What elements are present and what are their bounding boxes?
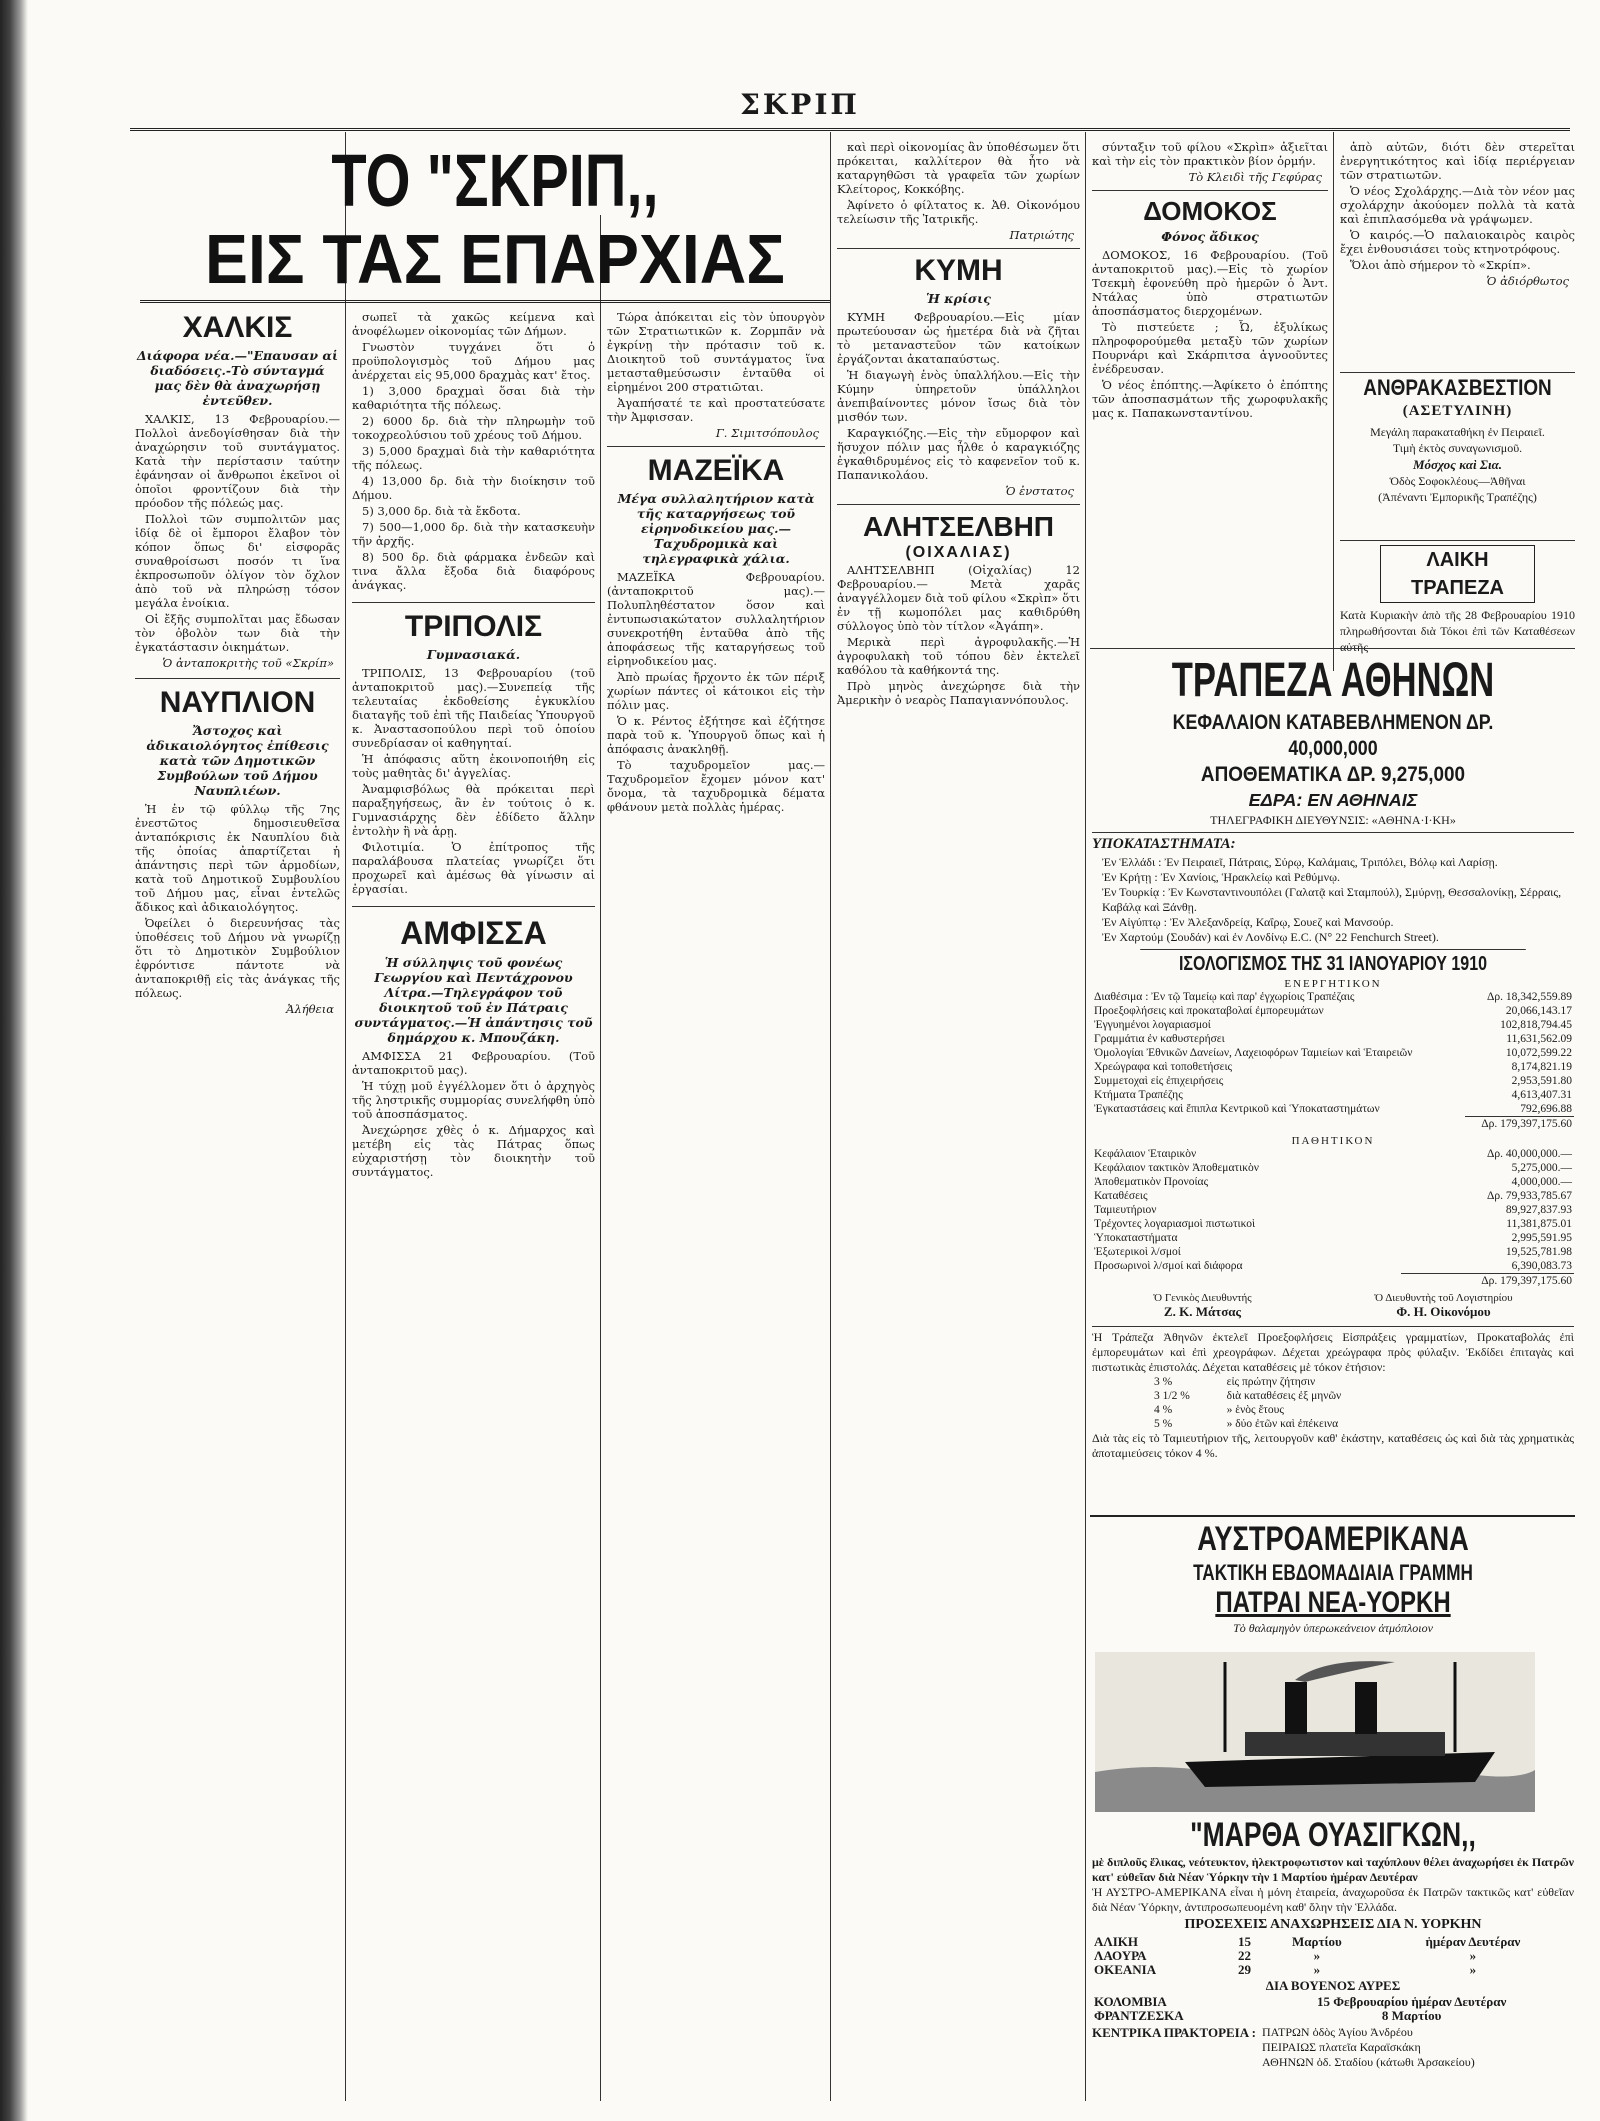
table-row [1092,1018,1574,1032]
rate-pct: 3 % [1154,1376,1173,1388]
austro-subtitle: ΤΑΚΤΙΚΗ ΕΒΔΟΜΑΔΙΑΙΑ ΓΡΑΜΜΗ [1193,1560,1473,1585]
ad-rule [1090,1515,1575,1517]
bank-telegraph: ΤΗΛΕΓΡΑΦΙΚΗ ΔΙΕΥΘΥΝΣΙΣ: «ΑΘΗΝΑ·Ι·ΚΗ» [1210,813,1456,827]
liability-amount: 6,390,083.73 [1511,1260,1572,1272]
column-rule [1085,132,1086,2101]
paragraph: Ἀναμφισβόλως θὰ πρόκειται περὶ παραξηγήσεως, ἂν ἐν τούτοις ὁ κ. Γυμνασιάρχης δὲν ἐδίδετο ἄλλην ἐντολὴν ἢ νὰ ἀρῃ. [352,782,595,838]
section-title-domokos: ΔΟΜΟΚΟΣ [1092,190,1328,227]
paragraph: Πολλοὶ τῶν συμπολιτῶν μας ἰδίᾳ δὲ οἱ ἔμποροι ἔλαβον τὸν κόπον ὅπως δι' εἰσφορᾶς συναθροίσωσι ποσόν τι ἵνα ἐκπροσωποῦν ὀλίγον τὸν ὄχλον ἀπὸ τοῦ νὰ πληρώσῃ τόσον μεγάλα ἐνοίκια. [135,512,340,610]
table-row [1092,1032,1574,1046]
section-title-amfissa: ΑΜΦΙΣΣΑ [352,906,595,953]
rate-term: εἰς πρώτην ζήτησιν [1226,1376,1316,1388]
paragraph: καὶ περὶ οἰκονομίας ἂν ὑποθέσωμεν ὅτι πρόκειται, καλλίτερον θὰ ἦτο νὰ καταργηθῶσι τὰ γραφεῖα τῶν χωρίων Κλείτορος, Κοκκόβης. [837,140,1080,196]
column-2 [352,310,595,2100]
paragraph: Ἀφίνετο ὁ φίλτατος κ. Ἀθ. Οἰκονόμου τελείωσιν τῆς Ἰατρικῆς. [837,198,1080,226]
liability-amount: 19,525,781.98 [1505,1246,1572,1258]
column-4 [837,140,1080,2100]
austro-agencies [1092,2025,1574,2070]
table-row [1092,1046,1574,1060]
asset-amount: 11,631,562.09 [1506,1033,1572,1045]
table-row [1092,1060,1574,1074]
table-row [1092,1995,1574,2009]
ad-trapeza-athinon [1092,652,1574,1512]
column-1 [135,310,340,2100]
agency: ΑΘΗΝΩΝ ὁδ. Σταδίου (κάτωθι Ἀρσακείου) [1262,2055,1475,2069]
balance-title: ΙΣΟΛΟΓΙΣΜΟΣ ΤΗΣ 31 ΙΑΝΟΥΑΡΙΟΥ 1910 [1140,949,1526,978]
bank-signatures [1092,1292,1574,1320]
paragraph: Οἱ ἔξῆς συμπολῖται μας ἔδωσαν τὸν ὀβολὸν των διὰ τὴν ἐγκατάστασιν ὀικημάτων. [135,612,340,654]
table-row [1152,1403,1441,1417]
main-title [140,140,850,296]
section-subtitle: Γυμνασιακά. [426,647,521,662]
asset-label: Προεξοφλήσεις καὶ προκαταβολαί ἐμπορευμάτων [1094,1005,1324,1017]
section-title-nafplion: ΝΑΥΠΛΙΟΝ [135,678,340,721]
austro-route: ΠΑΤΡΑΙ ΝΕΑ-ΥΟΡΚΗ [1215,1586,1451,1619]
paragraph: Μερικὰ περὶ ἀγροφυλακῆς.—Ἡ ἀγροφυλακὴ τοῦ τόπου δὲν ἐκτελεῖ καθόλου τὰ καθήκοντά της. [837,635,1080,677]
section-subtitle: Φόνος ἄδικος [1161,229,1259,244]
asset-amount: 792,696.88 [1520,1103,1572,1115]
table-row [1092,1949,1574,1963]
bank-seat: ΕΔΡΑ: ΕΝ ΑΘΗΝΑΙΣ [1248,790,1418,810]
section-subtitle: Ἡ σύλληψις τοῦ φονέως Γεωργίου καὶ Πεντάχρονου Λίτρα.—Τηλεγράφον τοῦ διοικητοῦ τοῦ ἐν Πάτραις συντάγματος.—Ἡ ἀπάντησις τοῦ δημάρχου κ. Μπουζάκη. [354,955,593,1045]
paragraph: Ἀγαπήσατέ τε καὶ προστατεύσατε τὴν Ἀμφισσαν. [607,396,825,424]
liability-label: Κεφάλαιον Ἑταιρικὸν [1094,1148,1197,1160]
bank-footer: Διὰ τὰς εἰς τὸ Ταμιευτήριον τῆς, λειτουργοῦν καθ' ἑκάστην, καταθέσεις ὡς καὶ διὰ τὰς χρηματικὰς ἀποταμιεύσεις τόκον 4 %. [1092,1431,1574,1460]
departure-day: 22 [1238,1948,1252,1963]
rates-table [1152,1375,1441,1431]
asset-label: Ἐγγυημένοι λογαριασμοί [1094,1019,1211,1031]
table-row [1092,1231,1574,1245]
section-title-alitsezvapi: ΑΛΗΤΣΕΛΒΗΠ [837,504,1080,543]
ad-line: (Ἀπέναντι Ἐμπορικῆς Τραπέζης) [1378,490,1537,504]
paragraph: 5) 3,000 δρ. διὰ τὰ ἔκδοτα. [362,504,521,518]
table-row [1152,1417,1441,1431]
bank-branch: Ἐν Ἑλλάδι : Ἐν Πειραιεῖ, Πάτραις, Σύρῳ, Καλάμαις, Τριπόλει, Βόλῳ καὶ Λαρίσῃ. [1102,855,1498,869]
paragraph: 8) 500 δρ. διὰ φάρμακα ἐνδεῶν καὶ τινα ἄλλα ἔξοδα διὰ διαφόρους ἀνάγκας. [352,550,595,592]
buenos-date: 8 Μαρτίου [1381,2008,1442,2023]
paragraph: ΧΑΛΚΙΣ, 13 Φεβρουαρίου.—Πολλοὶ ἀνεδογίσθησαν διὰ τὴν ἀναχώρησιν τοῦ συντάγματος. Κατὰ τὴν περίστασιν ταύτην ἐφάνησαν οἱ ἄνθρωποι ἐκεῖνοι οἱ ὁποῖοι φροντίζουν διὰ τὴν πρόοδον τῆς πόλεώς μας. [135,412,340,510]
liability-amount: 89,927,837.93 [1505,1204,1572,1216]
signature: Ὁ ἀδιόρθωτος [1486,274,1569,288]
table-row [1092,1217,1574,1231]
bank-branch: Ἐν Τουρκίᾳ : Ἐν Κωνσταντινουπόλει (Γαλατᾷ καὶ Σταμπούλ), Σμύρνῃ, Θεσσαλονίκῃ, Σέρραις, Καβάλᾳ καὶ Ξάνθῃ. [1102,885,1562,914]
departure-weekday: ἡμέραν Δευτέραν [1425,1934,1521,1949]
director-block [1153,1292,1251,1320]
departure-day: 29 [1238,1962,1252,1977]
departure-month: Μαρτίου [1291,1934,1342,1949]
bank-branch: Ἐν Αἰγύπτῳ : Ἐν Ἀλεξανδρείᾳ, Καΐρῳ, Σουεζ καὶ Μανσούρ. [1102,915,1394,929]
asset-label: Χρεώγραφα καὶ τοποθετήσεις [1094,1061,1233,1073]
austro-desc: μὲ διπλοῦς ἕλικας, νεότευκτον, ἠλεκτροφωτιστον καὶ ταχύπλουν θέλει ἀναχωρήσει ἐκ Πατρῶν κατ' εὐθεῖαν διὰ Νέαν Ὑόρκην τὴν 1 Μαρτίου ἡμέραν Δευτέραν [1092,1855,1574,1884]
ship-deck [1245,1732,1445,1756]
paragraph: Ἡ ἐν τῷ φύλλῳ τῆς 7ης ἐνεστῶτος δημοσιευθεῖσα ἀνταπόκρισις ἐκ Ναυπλίου διὰ τῆς ὁποίας ἀπαρτίζεται ἡ ἀπάντησις περὶ τῶν ἀρμοδίων, κατὰ τοῦ Δημοτικοῦ Συμβουλίου τοῦ Δήμου μας, εἶναι ἐντελῶς ἄδικος καὶ ἀδικαιολόγητος. [135,802,340,914]
header-rule [130,128,1570,131]
rate-pct: 5 % [1154,1418,1173,1430]
bank-branch: Ἐν Κρήτῃ : Ἐν Χανίοις, Ἡρακλείῳ καὶ Ρεθύμνῳ. [1102,870,1340,884]
buenos-date: 15 Φεβρουαρίου ἡμέραν Δευτέραν [1317,1994,1507,2009]
table-row [1092,1274,1574,1289]
liability-amount: 2,995,591.95 [1511,1232,1572,1244]
table-row [1092,1203,1574,1217]
paragraph: Τὸ ταχυδρομεῖον μας.—Ταχυδρομεῖον ἔχομεν μόνον κατ' ὄνομα, τὰ ταχυδρομικὰ δέματα φθάνουν μετὰ πολλὰς ἡμέρας. [607,758,825,814]
ship-funnel [1285,1682,1307,1734]
asset-amount: 102,818,794.45 [1500,1019,1572,1031]
paragraph: ΚΥΜΗ Φεβρουαρίου.—Εἰς μίαν πρωτεύουσαν ὡς ἡμετέρα διὰ νὰ ζῆται τὸ μεταναστεῦον τῶν κατοίκων ἐργάζονται ἀκαταπαύστως. [837,310,1080,366]
buenos-table [1092,1995,1574,2023]
paragraph: σύνταξιν τοῦ φίλου «Σκρὶπ» ἀξιεῖται καὶ τὴν εἰς τὸν πρακτικὸν βίον ὁρμήν. [1092,140,1328,168]
column-6-top [1340,140,1575,365]
departure-weekday: » [1469,1962,1477,1977]
asset-amount: 8,174,821.19 [1511,1061,1572,1073]
section-title-mazeika: ΜΑΖΕΪΚΑ [607,446,825,489]
departure-month: » [1313,1962,1321,1977]
agency: ΠΑΤΡΩΝ ὁδὸς Ἁγίου Ἀνδρέου [1262,2025,1413,2039]
signature: Πατριώτης [1009,228,1074,242]
austro-tag: Τὸ θαλαμηγὸν ὑπερωκεάνειον ἀτμόπλοιον [1233,1621,1433,1635]
accountant-name: Φ. Η. Οἰκονόμου [1396,1304,1491,1319]
section-subtitle: Ἄστοχος καὶ ἀδικαιολόγητος ἐπίθεσις κατὰ τῶν Δημοτικῶν Συμβούλων τοῦ Δήμου Ναυπλιέων. [146,723,329,798]
departure-ship: ΑΛΙΚΗ [1094,1934,1138,1949]
ad-austro-body [1092,1815,1574,2105]
paragraph: ἀπὸ αὐτῶν, διότι δὲν στερεῖται ἐνεργητικότητος καὶ ἰδίᾳ περιέργειαν τῶν στρατιωτῶν. [1340,140,1575,182]
asset-amount: 4,613,407.31 [1511,1089,1572,1101]
paragraph: Καραγκιόζης.—Εἰς τὴν εὔμορφον καὶ ἥσυχον πόλιν μας ἦλθε ὁ καραγκιόζης ἐγκαθιδρυμένος εἰς τὸ καφενεῖον τοῦ κ. Παπανικολάου. [837,426,1080,482]
paragraph: ΜΑΖΕΪΚΑ Φεβρουαρίου. (ἀνταποκριτοῦ μας).—Πολυπληθέστατον ὅσον καὶ ἐντυπωσιακώτατον συλλαλητήριον συνεκροτήθη ἐνταῦθα ἀπὸ τῆς ἀποφάσεως τῆς καταργήσεως τοῦ εἰρηνοδικείου μας. [607,570,825,668]
asset-amount: 20,066,143.17 [1505,1005,1572,1017]
austro-ship-name: "ΜΑΡΘΑ ΟΥΑΣΙΓΚΩΝ,, [1190,1816,1476,1854]
liability-amount: Δρ. 79,933,785.67 [1486,1190,1572,1202]
paragraph: Φιλοτιμία. Ὁ ἐπίτροπος τῆς παραλάβουσα πλατείας γνωρίζει ὅτι προχωρεῖ καὶ ἀμέσως θὰ γίνωσιν αἱ ἐργασίαι. [352,840,595,896]
paragraph: Ὁ κ. Ρέντος ἐξήτησε καὶ ἐζήτησε παρὰ τοῦ κ. Ὑπουργοῦ ὅπως καὶ ἡ ἀπόφασις ἀνακληθῇ. [607,714,825,756]
table-row [1092,1175,1574,1189]
masthead: ΣΚΡΙΠ [740,88,860,121]
section-title-chalkis: ΧΑΛΚΙΣ [182,311,293,344]
paragraph: ΑΛΗΤΣΕΛΒΗΠ (Οἰχαλίας) 12 Φεβρουαρίου.— Μετὰ χαρᾶς ἀναγγέλλομεν διὰ τοῦ φίλου «Σκρὶπ» ὅτι ἐν τῇ κωμοπόλει μας καθιδρύθη σύλλογος ὑπὸ τὸν τίτλον «Ἀγάπη». [837,563,1080,633]
agencies-title: ΚΕΝΤΡΙΚΑ ΠΡΑΚΤΟΡΕΙΑ : [1092,2025,1256,2040]
table-row [1092,1161,1574,1175]
asset-label: Κτήματα Τραπέζης [1094,1089,1183,1101]
liability-amount: 5,275,000.— [1511,1162,1572,1174]
section-title-tripolis: ΤΡΙΠΟΛΙΣ [352,602,595,645]
departures-table [1092,1935,1574,1977]
paragraph: Γνωστὸν τυγχάνει ὅτι ὁ προϋπολογισμὸς τοῦ Δήμου μας ἀνέρχεται εἰς 95,000 δραχμὰς κατ' ἔτος. [352,340,595,382]
column-rule [830,132,831,2101]
ship-funnel [1355,1682,1377,1734]
paragraph: Ἡ διαγωγὴ ἑνὸς ὑπαλλήλου.—Εἰς τὴν Κύμην ὑπηρετοῦν ὑπάλληλοι ἀνεπιβαίνοντες μόνον ἴσως διὰ τὸν μισθόν των. [837,368,1080,424]
paragraph: Ὀφείλει ὁ διερευνήσας τὰς ὑποθέσεις τοῦ Δήμου νὰ γνωρίζῃ ὅτι τὸ Δημοτικὸν Συμβούλιον ἐφρόντισε πάντοτε νὰ ἀνταποκριθῇ εἰς τὰς ἀνάγκας τῆς πόλεως. [135,916,340,1000]
column-5-top [1092,140,1328,705]
ad-subtitle: (ΑΣΕΤΥΛΙΝΗ) [1402,403,1513,419]
accountant-block [1374,1292,1512,1320]
paragraph: Τώρα ἀπόκειται εἰς τὸν ὑπουργὸν τῶν Στρατιωτικῶν κ. Ζορμπᾶν νὰ ἐγκρίνῃ τὴν πρότασιν τοῦ κ. Διοικητοῦ τοῦ συντάγματος ἵνα μετασταθμεύσωσιν ἐνταῦθα οἱ εἰρημένοι 200 στρατιῶται. [607,310,825,394]
asset-label: Ἐγκαταστάσεις καὶ ἔπιπλα Κεντρικοῦ καὶ Ὑποκαταστημάτων [1094,1103,1380,1116]
paragraph: Πρὸ μηνὸς ἀνεχώρησε διὰ τὴν Ἀμερικὴν ὁ νεαρὸς Παπαγιαννόπουλος. [837,679,1080,707]
ad-laiki-trapeza [1340,540,1575,654]
departure-month: » [1313,1948,1321,1963]
departure-weekday: » [1469,1948,1477,1963]
liability-label: Τρέχοντες λογαριασμοὶ πιστωτικοὶ [1094,1218,1256,1230]
austro-title: ΑΥΣΤΡΟΑΜΕΡΙΚΑΝΑ [1197,1520,1469,1558]
asset-amount: Δρ. 18,342,559.89 [1486,991,1572,1003]
paragraph: Ἀνεχώρησε χθὲς ὁ κ. Δήμαρχος καὶ μετέβη εἰς τὰς Πάτρας ὅπως εὐχαριστήσῃ τὸν διοικητὴν τοῦ συντάγματος. [352,1123,595,1179]
departure-ship: ΛΑΟΥΡΑ [1094,1948,1147,1963]
assets-table [1092,990,1574,1131]
liability-label: Ἐξωτερικοὶ λ/σμοί [1094,1246,1181,1258]
ad-line: Τιμὴ ἐκτὸς συναγωνισμοῦ. [1392,441,1523,455]
section-title-oichalias: (ΟΙΧΑΛΙΑΣ) [905,544,1012,561]
liability-label: Καταθέσεις [1094,1190,1148,1202]
ad-austro-header [1092,1520,1574,1560]
ad-rule [1090,648,1575,649]
signature: Ὁ ἐνστατος [1005,484,1074,498]
steamship-illustration [1095,1652,1535,1812]
assets-total: Δρ. 179,397,175.60 [1465,1117,1575,1132]
liabilities-title: ΠΑΘΗΤΙΚΟΝ [1291,1135,1375,1147]
rate-pct: 4 % [1154,1404,1173,1416]
rate-term: » ἑνὸς ἔτους [1226,1404,1284,1416]
director-label: Ὁ Γενικὸς Διευθυντής [1153,1292,1252,1304]
paragraph: 1) 3,000 δραχμαὶ ὅσαι διὰ τὴν καθαριότητα τῆς πόλεως. [352,384,595,412]
paragraph: 3) 5,000 δραχμαὶ διὰ τὴν καθαριότητα τῆς πόλεως. [352,444,595,472]
liability-label: Προσωρινοὶ λ/σμοί καὶ διάφορα [1094,1260,1243,1273]
table-row [1152,1375,1441,1389]
paragraph: Ὅλοι ἀπὸ σήμερον τὸ «Σκρίπ». [1350,258,1531,272]
bank-notice: Ἡ Τράπεζα Ἀθηνῶν ἐκτελεῖ Προεξοφλήσεις Εἰσπράξεις γραμματίων, Προκαταβολάς ἐπὶ ἐμπορευμάτων καὶ ἐπὶ χρεογράφων. Δέχεται χρεώγραφα πρὸς φύλαξιν. Ἐκδίδει ἐπιταγὰς καὶ πιστωτικὰς ἐπιστολάς. Δέχεται καταθέσεις μὲ τόκον ἐτήσιον: [1092,1326,1574,1375]
asset-amount: 10,072,599.22 [1505,1047,1572,1059]
ad-anthrakasvestion [1340,372,1575,533]
ad-line: Μεγάλη παρακαταθήκη ἐν Πειραιεῖ. [1370,425,1545,439]
section-title-kymi: ΚΥΜΗ [837,248,1080,289]
liabilities-total: Δρ. 179,397,175.60 [1401,1274,1574,1289]
liability-label: Κεφάλαιον τακτικὸν Ἀποθεματικὸν [1094,1162,1259,1174]
liability-label: Ὑποκαταστήματα [1094,1232,1178,1244]
table-row [1092,1935,1574,1949]
table-row [1092,1088,1574,1102]
paragraph: Ἡ τύχῃ μοῦ ἐγγέλλομεν ὅτι ὁ ἀρχηγὸς τῆς ληστρικῆς συμμορίας συνελήφθη ὑπὸ τοῦ ἀποσπάσματος. [352,1079,595,1121]
paragraph: Ὁ νέος ἐπόπτης.—Ἀφίκετο ὁ ἐπόπτης τῶν ἀποσπασμάτων τῆς χωροφυλακῆς μας κ. Παπακωνσταντίνου. [1092,378,1328,420]
section-subtitle: Ἡ κρίσις [926,291,991,306]
table-row [1092,1102,1574,1117]
liability-amount: 4,000,000.— [1511,1176,1572,1188]
table-row [1092,1245,1574,1259]
rate-term: διὰ καταθέσεις ἐξ μηνῶν [1226,1390,1342,1402]
buenos-ship: ΚΟΛΟΜΒΙΑ [1094,1994,1167,2009]
paragraph: ΤΡΙΠΟΛΙΣ, 13 Φεβρουαρίου (τοῦ ἀνταποκριτοῦ μας).—Συνεπείᾳ τῆς τελευταίας ἐκδοθείσης ἐγκυκλίου διαταγῆς τοῦ ἐπὶ τῆς Παιδείας Ὑπουργοῦ κ. Ἀναστασοπούλου περὶ τοῦ ὁποίου συνεδρίασαν οἱ καθηγηταί. [352,666,595,750]
table-row [1092,1259,1574,1274]
page-binding-shadow [0,0,28,2121]
paragraph: 4) 13,000 δρ. διὰ τὴν διοίκησιν τοῦ Δήμου. [352,474,595,502]
signature: Ὁ ἀνταποκριτὴς τοῦ «Σκρίπ» [162,656,334,670]
ad-line: Μόσχος καὶ Σια. [1412,457,1503,472]
liability-label: Ταμιευτήριον [1094,1204,1157,1216]
signature: Τὸ Κλειδὶ τῆς Γεφύρας [1188,170,1322,184]
departure-day: 15 [1238,1934,1252,1949]
bank-branches-title: ΥΠΟΚΑΤΑΣΤΗΜΑΤΑ: [1092,832,1574,855]
liability-label: Ἀποθεματικὸν Προνοίας [1094,1176,1209,1188]
column-rule [345,132,346,2101]
rate-pct: 3 1/2 % [1154,1390,1190,1402]
liability-amount: Δρ. 40,000,000.— [1486,1148,1572,1160]
paragraph: Ἀπὸ πρωίας ἤρχοντο ἐκ τῶν πέριξ χωρίων πάντες οἱ κάτοικοι εἰς τὴν πόλιν μας. [607,670,825,712]
agencies-list [1262,2025,1475,2070]
paragraph: σωπεῖ τὰ χακῶς κείμενα καὶ ἀνοφέλωμεν οἰκονομίας τῶν Δήμων. [352,310,595,338]
table-row [1152,1389,1441,1403]
director-name: Ζ. Κ. Μάτσας [1163,1304,1242,1319]
ad-austro-sub [1092,1560,1574,1650]
paragraph: 2) 6000 δρ. διὰ τὴν πληρωμὴν τοῦ τοκοχρεολύσιου τοῦ χρέους τοῦ Δήμου. [352,414,595,442]
ad-line: Ὁδὸς Σοφοκλέους—Ἀθῆναι [1389,474,1526,488]
section-subtitle: Διάφορα νέα.—"Επαυσαν αἱ διαδόσεις.-Τὸ σύνταγμά μας δὲν θὰ ἀναχωρήσῃ ἐντεῦθεν. [136,348,339,408]
bank-reserves: ΑΠΟΘΕΜΑΤΙΚΑ ΔΡ. 9,275,000 [1200,763,1466,786]
table-row [1092,1004,1574,1018]
ad-title: ΑΝΘΡΑΚΑΣΒΕΣΤΙΟΝ [1363,375,1552,400]
paragraph: ΑΜΦΙΣΣΑ 21 Φεβρουαρίου. (Τοῦ ἀνταποκριτοῦ μας). [352,1049,595,1077]
paragraph: Ὁ καιρός.—Ὁ παλαιοκαιρὸς καιρὸς ἔχει ἐνθουσιάσει τοὺς κτηνοτρόφους. [1340,228,1575,256]
paragraph: Ὁ νέος Σχολάρχης.—Διὰ τὸν νέον μας σχολάρχην ἀκούομεν πολλὰ τὰ κατὰ καὶ ἐπιπλασόμεθα νὰ γράψωμεν. [1340,184,1575,226]
liability-amount: 11,381,875.01 [1506,1218,1572,1230]
liabilities-table [1092,1147,1574,1288]
asset-label: Διαθέσιμα : Ἐν τῷ Ταμείῳ καὶ παρ' ἐγχωρίοις Τραπέζαις [1094,991,1355,1003]
bank-title: ΤΡΑΠΕΖΑ ΑΘΗΝΩΝ [1171,654,1495,707]
ad-title: ΛΑΙΚΗ ΤΡΑΠΕΖΑ [1380,545,1535,603]
assets-title: ΕΝΕΡΓΗΤΙΚΟΝ [1284,978,1382,990]
title-rule [140,300,830,303]
table-row [1092,1963,1574,1977]
asset-label: Ὁμολογίαι Ἐθνικῶν Δανείων, Λαχειοφόρων Ταμιείων καὶ Ἑταιρειῶν [1094,1047,1413,1059]
table-row [1092,1117,1574,1132]
paragraph: Ἡ ἀπόφασις αὕτη ἐκοινοποιήθη εἰς τοὺς μαθητὰς δι' ἀγγελίας. [352,752,595,780]
signature: Γ. Σιμιτσόπουλος [715,426,819,440]
accountant-label: Ὁ Διευθυντὴς τοῦ Λογιστηρίου [1374,1292,1513,1304]
buenos-ship: ΦΡΑΝΤΖΕΣΚΑ [1094,2008,1184,2023]
bank-capital: ΚΕΦΑΛΑΙΟΝ ΚΑΤΑΒΕΒΛΗΜΕΝΟΝ ΔΡ. 40,000,000 [1172,711,1494,760]
bank-branch: Ἐν Χαρτούμ (Σουδάν) καὶ ἐν Λονδίνῳ E.C. (Ν° 22 Fenchurch Street). [1102,930,1439,944]
departure-ship: ΟΚΕΑΝΙΑ [1094,1962,1157,1977]
main-title-line2: ΕΙΣ ΤΑΣ ΕΠΑΡΧΙΑΣ [205,220,785,298]
ad-text: Κατὰ Κυριακὴν ἀπὸ τῆς 28 Φεβρουαρίου 1910 πληρωθήσονται διὰ Τόκοι ἐπὶ τῶν Καταθέσεων αὐτῆς [1340,608,1575,654]
table-row [1092,990,1574,1004]
rate-term: » δύο ἐτῶν καὶ ἐπέκεινα [1226,1418,1339,1430]
section-subtitle: Μέγα συλλαλητήριον κατὰ τῆς καταργήσεως τοῦ εἰρηνοδικείου μας.—Ταχυδρομικὰ καὶ τηλεγραφικὰ χάλια. [617,491,815,566]
table-row [1092,2009,1574,2023]
paragraph: Τὸ πιστεύετε ; Ὦ, ἐξυλίκως πληροφορούμεθα μεταξὺ τῶν χωρίων Πουρνάρι καὶ Σκάρπιτσα ἀγνοοῦντες ἐνέδρευσαν. [1092,320,1328,376]
column-3 [607,310,825,2100]
paragraph: ΔΟΜΟΚΟΣ, 16 Φεβρουαρίου. (Τοῦ ἀνταποκριτοῦ μας).—Εἰς τὸ χωρίον Τσεκμὴ ἐφονεύθη πρὸ ἡμερῶν ὁ Ἀντ. Ντάλας ὑπὸ στρατιωτῶν ἀποσπάσματος διερχομένων. [1092,248,1328,318]
asset-label: Συμμετοχαὶ εἰς ἐπιχειρήσεις [1094,1075,1224,1087]
austro-buenos-title: ΔΙΑ ΒΟΥΕΝΟΣ ΑΥΡΕΣ [1265,1978,1401,1993]
table-row [1092,1147,1574,1161]
signature: Ἀλήθεια [286,1002,334,1016]
column-rule [1333,132,1334,671]
austro-desc2: Ἡ ΑΥΣΤΡΟ-ΑΜΕΡΙΚΑΝΑ εἶναι ἡ μόνη ἑταιρεία, ἀναχωροῦσα ἐκ Πατρῶν τακτικῶς κατ' εὐθεῖαν διὰ Νέαν Ὑόρκην, ἀντιπροσωπευομένη καθ' ὅλην τὴν Ἑλλάδα. [1092,1885,1574,1914]
asset-label: Γραμμάτια ἐν καθυστερήσει [1094,1033,1225,1045]
column-rule [600,215,601,2101]
main-title-line1: ΤΟ "ΣΚΡΙΠ,, [331,139,659,222]
paragraph: 7) 500—1,000 δρ. διὰ τὴν κατασκευὴν τῆν ἀρχῆς. [352,520,595,548]
austro-next-title: ΠΡΟΣΕΧΕΙΣ ΑΝΑΧΩΡΗΣΕΙΣ ΔΙΑ Ν. ΥΟΡΚΗΝ [1184,1917,1482,1932]
table-row [1092,1189,1574,1203]
agency: ΠΕΙΡΑΙΩΣ πλατεῖα Καραϊσκάκη [1262,2040,1421,2054]
table-row [1092,1074,1574,1088]
asset-amount: 2,953,591.80 [1511,1075,1572,1087]
